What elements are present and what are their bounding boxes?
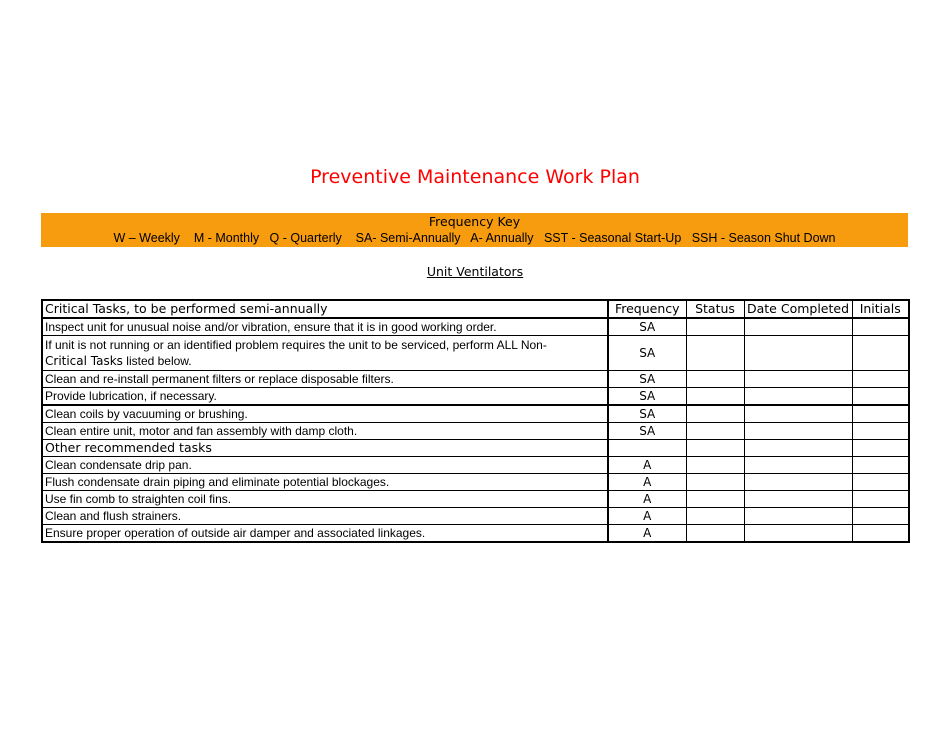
table-row — [42, 457, 909, 474]
initials-cell[interactable] — [852, 508, 909, 525]
frequency-cell: SA — [608, 336, 686, 371]
task-cell: Use fin comb to straighten coil fins. — [42, 491, 608, 508]
frequency-cell: A — [608, 491, 686, 508]
table-row — [42, 423, 909, 440]
status-cell[interactable] — [686, 508, 744, 525]
frequency-cell: SA — [608, 423, 686, 440]
initials-cell[interactable] — [852, 318, 909, 336]
frequency-key-banner — [41, 213, 908, 247]
frequency-cell: SA — [608, 318, 686, 336]
task-cell: Clean and flush strainers. — [42, 508, 608, 525]
table-header-row — [42, 300, 909, 318]
initials-cell[interactable] — [852, 491, 909, 508]
frequency-key-title: Frequency Key — [428, 214, 521, 229]
initials-cell[interactable] — [852, 371, 909, 388]
task-cell: Clean coils by vacuuming or brushing. — [42, 405, 608, 423]
date-completed-cell[interactable] — [744, 508, 852, 525]
date-completed-cell[interactable] — [744, 474, 852, 491]
table-row — [42, 525, 909, 543]
date-completed-cell[interactable] — [744, 318, 852, 336]
status-cell[interactable] — [686, 388, 744, 406]
header-frequency: Frequency — [608, 300, 686, 318]
initials-cell[interactable] — [852, 336, 909, 371]
other-tasks-section-row — [42, 440, 909, 457]
table-row — [42, 336, 909, 371]
frequency-cell: A — [608, 508, 686, 525]
date-completed-cell[interactable] — [744, 423, 852, 440]
task-cell: Flush condensate drain piping and eliminate potential blockages. — [42, 474, 608, 491]
table-row — [42, 371, 909, 388]
task-cell: Inspect unit for unusual noise and/or vibration, ensure that it is in good working order. — [42, 318, 608, 336]
status-cell[interactable] — [686, 371, 744, 388]
date-completed-cell[interactable] — [744, 336, 852, 371]
initials-cell[interactable] — [852, 405, 909, 423]
task-text-part: If unit is not running or an identified problem requires the unit to be serviced, perform ALL Non- — [45, 338, 547, 352]
status-cell[interactable] — [686, 405, 744, 423]
frequency-cell: A — [608, 457, 686, 474]
frequency-cell: SA — [608, 405, 686, 423]
status-cell[interactable] — [686, 525, 744, 543]
date-completed-cell[interactable] — [744, 405, 852, 423]
initials-cell[interactable] — [852, 457, 909, 474]
table-row — [42, 491, 909, 508]
date-completed-cell[interactable] — [744, 457, 852, 474]
status-cell[interactable] — [686, 474, 744, 491]
task-text-part: listed below. — [122, 354, 192, 368]
section-subtitle: Unit Ventilators — [426, 264, 524, 279]
section-label: Other recommended tasks — [42, 440, 608, 457]
table-row — [42, 474, 909, 491]
maintenance-table — [41, 299, 910, 543]
frequency-cell — [608, 440, 686, 457]
status-cell[interactable] — [686, 318, 744, 336]
header-task: Critical Tasks, to be performed semi-annually — [42, 300, 608, 318]
initials-cell[interactable] — [852, 423, 909, 440]
date-completed-cell[interactable] — [744, 525, 852, 543]
task-cell: Provide lubrication, if necessary. — [42, 388, 608, 406]
status-cell — [686, 440, 744, 457]
frequency-cell: SA — [608, 388, 686, 406]
date-completed-cell[interactable] — [744, 371, 852, 388]
page-title: Preventive Maintenance Work Plan — [310, 166, 640, 188]
initials-cell[interactable] — [852, 474, 909, 491]
task-cell: Ensure proper operation of outside air damper and associated linkages. — [42, 525, 608, 543]
frequency-cell: SA — [608, 371, 686, 388]
task-text-part: Critical Tasks — [45, 354, 123, 368]
frequency-cell: A — [608, 474, 686, 491]
task-cell: Clean and re-install permanent filters or replace disposable filters. — [42, 371, 608, 388]
status-cell[interactable] — [686, 423, 744, 440]
status-cell[interactable] — [686, 491, 744, 508]
status-cell[interactable] — [686, 457, 744, 474]
frequency-key-items: W – Weekly M - Monthly Q - Quarterly SA- Semi-Annually A- Annually SST - Seasonal Start-Up SSH - Season Shut Down — [113, 231, 836, 245]
table-row — [42, 388, 909, 406]
table-row — [42, 508, 909, 525]
status-cell[interactable] — [686, 336, 744, 371]
frequency-cell: A — [608, 525, 686, 543]
task-cell: Clean condensate drip pan. — [42, 457, 608, 474]
initials-cell[interactable] — [852, 525, 909, 543]
header-date-completed: Date Completed — [744, 300, 852, 318]
date-completed-cell[interactable] — [744, 388, 852, 406]
date-completed-cell[interactable] — [744, 491, 852, 508]
header-status: Status — [686, 300, 744, 318]
table-row — [42, 405, 909, 423]
date-completed-cell — [744, 440, 852, 457]
table-row — [42, 318, 909, 336]
initials-cell[interactable] — [852, 388, 909, 406]
header-initials: Initials — [852, 300, 909, 318]
initials-cell — [852, 440, 909, 457]
task-cell — [42, 336, 608, 371]
task-cell: Clean entire unit, motor and fan assembly with damp cloth. — [42, 423, 608, 440]
